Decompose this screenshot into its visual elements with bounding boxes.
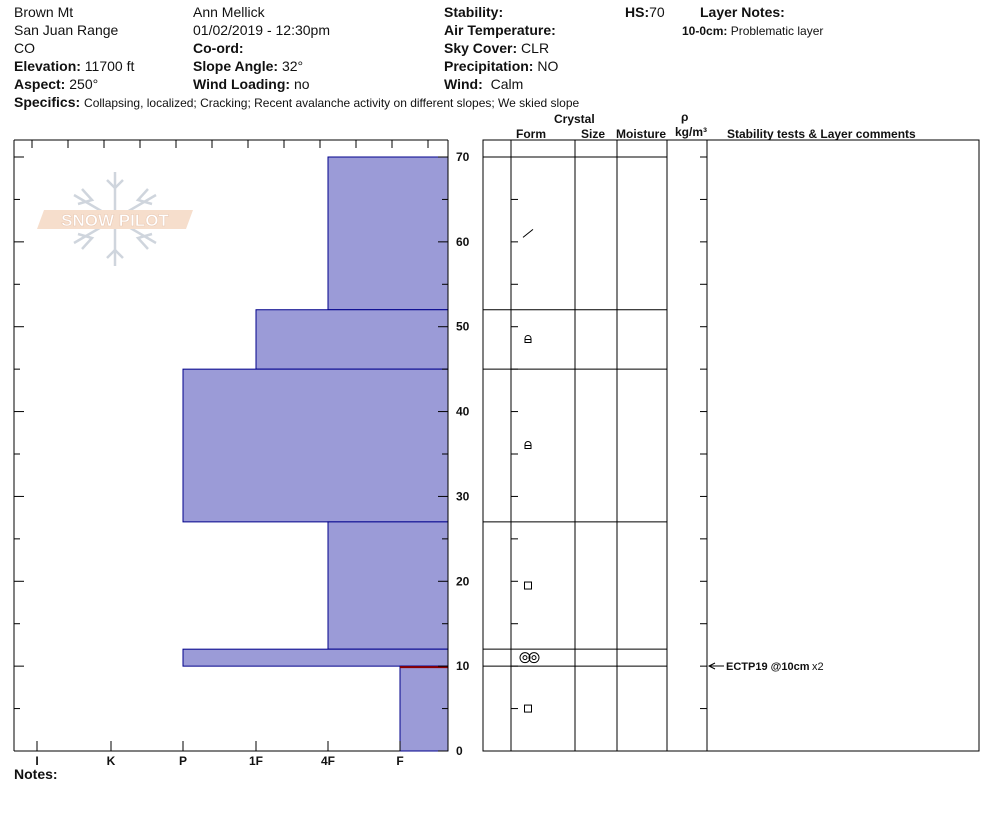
hardness-bar-0 [328, 157, 448, 310]
hardness-label-F: F [396, 754, 404, 768]
layer-notes-label: Layer Notes: [700, 4, 785, 20]
hardness-label-I: I [35, 754, 39, 768]
precip-label: Precipitation: [444, 58, 534, 74]
facet-square [525, 582, 532, 589]
hardness-label-1F: 1F [248, 754, 264, 768]
rounded-faceted-icon [525, 442, 531, 449]
datetime: 01/02/2019 - 12:30pm [193, 22, 330, 38]
facet-square [525, 705, 532, 712]
rounded-faceted-icon [525, 335, 531, 342]
hardness-bar-5 [400, 666, 448, 751]
elevation-value: 11700 ft [84, 58, 135, 74]
grain-symbols [520, 229, 539, 712]
crystal-header: Crystal [554, 112, 595, 126]
layer-note-depth: 10-0cm: [682, 24, 728, 38]
rounded-facet-shape [525, 335, 531, 342]
depth-label-60: 60 [456, 234, 470, 249]
hardness-label-K: K [106, 754, 116, 768]
hardness-label-P: P [178, 754, 188, 768]
specifics-value: Collapsing, localized; Cracking; Recent avalanche activity on different slopes; We skied slope [84, 96, 580, 110]
faceted-icon [525, 705, 532, 712]
precip-value: NO [537, 58, 559, 74]
wind-value: Calm [490, 76, 524, 92]
form-header: Form [516, 127, 546, 141]
hardness-bar-2 [183, 369, 448, 522]
depth-label-50: 50 [456, 319, 470, 334]
hs-label: HS: [625, 4, 650, 20]
test-multiplier: x2 [812, 661, 824, 673]
layer-note-text: Problematic layer [730, 24, 824, 38]
wind-loading-value: no [293, 76, 310, 92]
notes-label: Notes: [14, 766, 58, 782]
depth-label-10: 10 [456, 659, 470, 674]
hs-value: 70 [649, 4, 665, 20]
precip-stroke [523, 229, 533, 237]
depth-label-30: 30 [456, 489, 470, 504]
hardness-bars [183, 157, 448, 751]
wind-loading-label: Wind Loading: [193, 76, 291, 92]
wind-label: Wind: [444, 76, 483, 92]
coord-label: Co-ord: [193, 40, 244, 56]
aspect-value: 250° [69, 76, 99, 92]
air-temp-label: Air Temperature: [444, 22, 556, 38]
depth-label-0: 0 [456, 744, 463, 758]
range: San Juan Range [14, 22, 119, 38]
snowpilot-logo [37, 172, 193, 266]
moisture-header: Moisture [616, 127, 667, 141]
stability-header: Stability tests & Layer comments [727, 127, 916, 141]
faceted-icon [525, 582, 532, 589]
test-result: ECTP19 @10cm [726, 661, 810, 673]
elevation-label: Elevation: [14, 58, 81, 74]
slope-label: Slope Angle: [193, 58, 279, 74]
rounded-facet-shape [525, 442, 531, 449]
stability-test-annotation [709, 661, 824, 673]
depth-label-70: 70 [456, 150, 470, 164]
depth-label-40: 40 [456, 404, 470, 419]
depth-label-20: 20 [456, 574, 470, 589]
sky-label: Sky Cover: [444, 40, 518, 56]
density-unit-header: kg/m³ [675, 125, 708, 139]
slope-value: 32° [281, 58, 304, 74]
state: CO [14, 40, 35, 56]
rho-header: ρ [681, 110, 689, 124]
hardness-bar-3 [328, 522, 448, 649]
location: Brown Mt [14, 4, 74, 20]
precipitation-particles-icon [523, 229, 533, 237]
hardness-bar-1 [256, 310, 448, 369]
logo-text: SNOW PILOT [61, 211, 169, 230]
aspect-label: Aspect: [14, 76, 66, 92]
sky-value: CLR [521, 40, 550, 56]
hoar-inner-ring [523, 656, 527, 660]
specifics-label: Specifics: [14, 94, 81, 110]
hoar-inner-ring [532, 656, 536, 660]
hardness-bar-4 [183, 649, 448, 666]
size-header: Size [581, 127, 606, 141]
stability-label: Stability: [444, 4, 504, 20]
hardness-label-4F: 4F [320, 754, 336, 768]
observer: Ann Mellick [193, 4, 265, 20]
surface-hoar-icon [520, 653, 539, 663]
layer-table-frame [483, 140, 979, 751]
